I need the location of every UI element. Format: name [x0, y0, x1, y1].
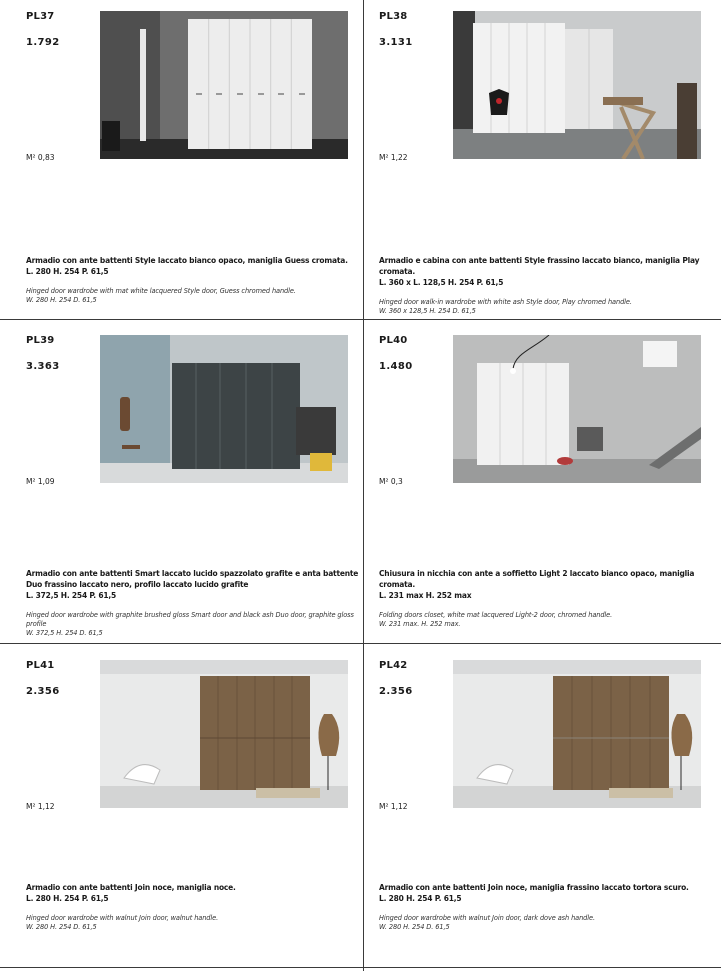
product-price: 2.356 — [26, 686, 60, 697]
product-price: 1.480 — [379, 361, 413, 372]
dimensions-italian: L. 280 H. 254 P. 61,5 — [26, 267, 109, 276]
product-photo — [100, 11, 348, 159]
product-description — [379, 568, 721, 629]
dimensions-italian: L. 280 H. 254 P. 61,5 — [26, 894, 109, 903]
description-english: Folding doors closet, white mat lacquered Light-2 door, chromed handle. — [379, 611, 613, 619]
product-area: M² 0,3 — [379, 477, 403, 486]
product-photo — [453, 660, 701, 808]
product-description — [379, 882, 721, 932]
description-italian: Armadio con ante battenti Smart laccato lucido spazzolato grafite e anta battente Duo frassino laccato nero, profilo laccato lucido grafite — [26, 569, 359, 589]
product-code: PL39 — [26, 335, 55, 346]
description-italian: Armadio e cabina con ante battenti Style frassino laccato bianco, maniglia Play cromata. — [379, 256, 700, 276]
product-photo — [453, 11, 701, 159]
product-area: M² 0,83 — [26, 153, 55, 162]
product-photo — [100, 660, 348, 808]
product-card-pl39 — [26, 335, 378, 655]
description-italian: Armadio con ante battenti Join noce, maniglia noce. — [26, 883, 236, 892]
product-photo — [453, 335, 701, 483]
product-price: 3.131 — [379, 37, 413, 48]
product-photo — [100, 335, 348, 483]
dimensions-english: W. 280 H. 254 D. 61,5 — [26, 923, 97, 931]
product-price: 3.363 — [26, 361, 60, 372]
dimensions-english: W. 372,5 H. 254 D. 61,5 — [26, 629, 103, 637]
product-code: PL42 — [379, 660, 408, 671]
product-code: PL38 — [379, 11, 408, 22]
product-code: PL41 — [26, 660, 55, 671]
description-english: Hinged door wardrobe with mat white lacquered Style door, Guess chromed handle. — [26, 287, 296, 295]
product-card-pl38 — [379, 11, 721, 331]
product-description — [26, 568, 371, 638]
product-card-pl37 — [26, 11, 378, 331]
dimensions-english: W. 231 max. H. 252 max. — [379, 620, 461, 628]
dimensions-italian: L. 231 max H. 252 max — [379, 591, 472, 600]
dimensions-italian: L. 280 H. 254 P. 61,5 — [379, 894, 462, 903]
product-description — [379, 255, 721, 316]
description-italian: Chiusura in nicchia con ante a soffietto Light 2 laccato bianco opaco, maniglia cromata. — [379, 569, 695, 589]
product-code: PL40 — [379, 335, 408, 346]
product-card-pl40 — [379, 335, 721, 655]
product-card-pl42 — [379, 660, 721, 980]
description-english: Hinged door walk-in wardrobe with white ash Style door, Play chromed handle. — [379, 298, 632, 306]
product-area: M² 1,12 — [26, 802, 55, 811]
dimensions-english: W. 280 H. 254 D. 61,5 — [26, 296, 97, 304]
product-price: 2.356 — [379, 686, 413, 697]
description-italian: Armadio con ante battenti Style laccato bianco opaco, maniglia Guess cromata. — [26, 256, 348, 265]
dimensions-italian: L. 372,5 H. 254 P. 61,5 — [26, 591, 117, 600]
product-code: PL37 — [26, 11, 55, 22]
product-price: 1.792 — [26, 37, 60, 48]
description-english: Hinged door wardrobe with graphite brushed gloss Smart door and black ash Duo door, graphite gloss profile — [26, 611, 354, 628]
product-area: M² 1,12 — [379, 802, 408, 811]
product-description — [26, 255, 371, 305]
product-card-pl41 — [26, 660, 378, 980]
dimensions-italian: L. 360 x L. 128,5 H. 254 P. 61,5 — [379, 278, 504, 287]
product-area: M² 1,22 — [379, 153, 408, 162]
dimensions-english: W. 280 H. 254 D. 61,5 — [379, 923, 450, 931]
description-english: Hinged door wardrobe with walnut Join door, walnut handle. — [26, 914, 219, 922]
description-english: Hinged door wardrobe with walnut Join door, dark dove ash handle. — [379, 914, 595, 922]
dimensions-english: W. 360 x 128,5 H. 254 D. 61,5 — [379, 307, 476, 315]
product-area: M² 1,09 — [26, 477, 55, 486]
product-description — [26, 882, 371, 932]
description-italian: Armadio con ante battenti Join noce, maniglia frassino laccato tortora scuro. — [379, 883, 689, 892]
